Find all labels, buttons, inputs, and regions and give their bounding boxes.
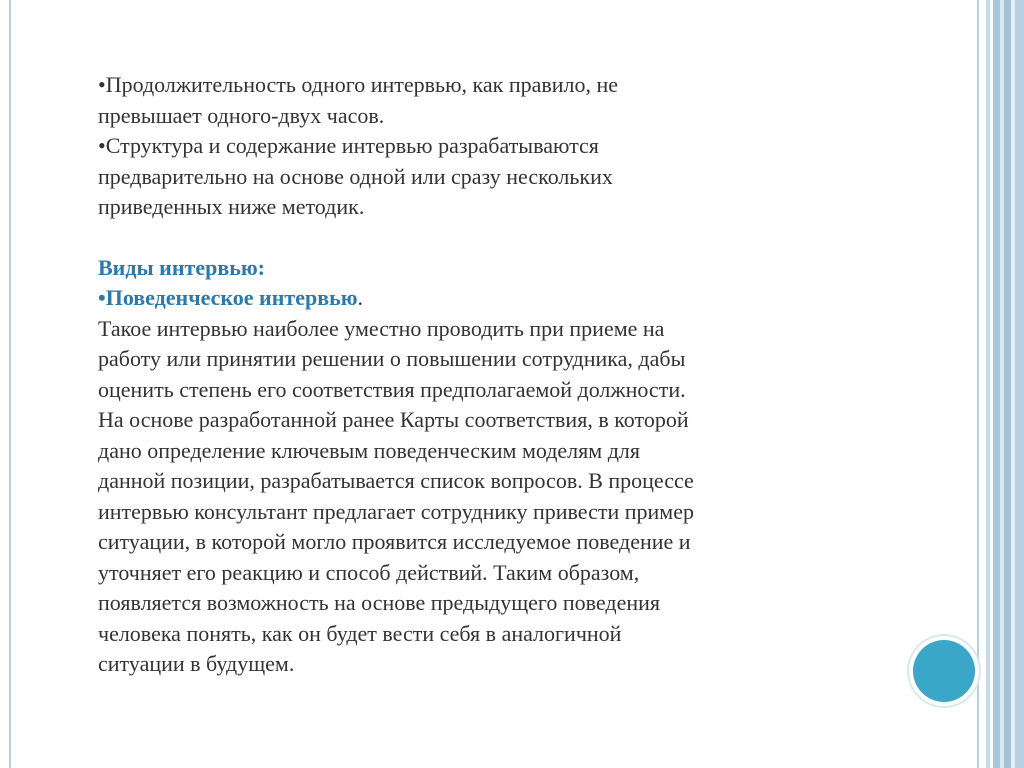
- bullet-structure: •Структура и содержание интервью разрабатываются предварительно на основе одной или сразу нескольких приведенных ниже методик.: [98, 133, 613, 219]
- decorative-stripes: [980, 0, 1024, 768]
- bullet-duration: •Продолжительность одного интервью, как правило, не превышает одного-двух часов.: [98, 72, 619, 128]
- subheading-line: [98, 283, 898, 314]
- subheading-suffix: .: [357, 285, 364, 310]
- section-heading: Виды интервью:: [98, 254, 265, 280]
- decorative-circle-icon: [913, 640, 975, 702]
- spacer: [98, 223, 898, 253]
- body-paragraph: Такое интервью наиболее уместно проводить при приеме на работу или принятии решении о повышении сотрудника, дабы оценить степень его соответствия предполагаемой должности. На основе разработанной ранее Карты соответствия, в которой дано определение ключевым поведенческим моделям для данной позиции, разрабатывается список вопросов. В процессе интервью консультант предлагает сотруднику привести пример ситуации, в которой могло проявится исследуемое поведение и уточняет его реакцию и способ действий. Таким образом, появляется возможность на основе предыдущего поведения человека понять, как он будет вести себя в аналогичной ситуации в будущем.: [98, 315, 694, 676]
- subheading-behavioral-interview: •Поведенческое интервью: [98, 285, 358, 310]
- slide-content: [98, 70, 898, 680]
